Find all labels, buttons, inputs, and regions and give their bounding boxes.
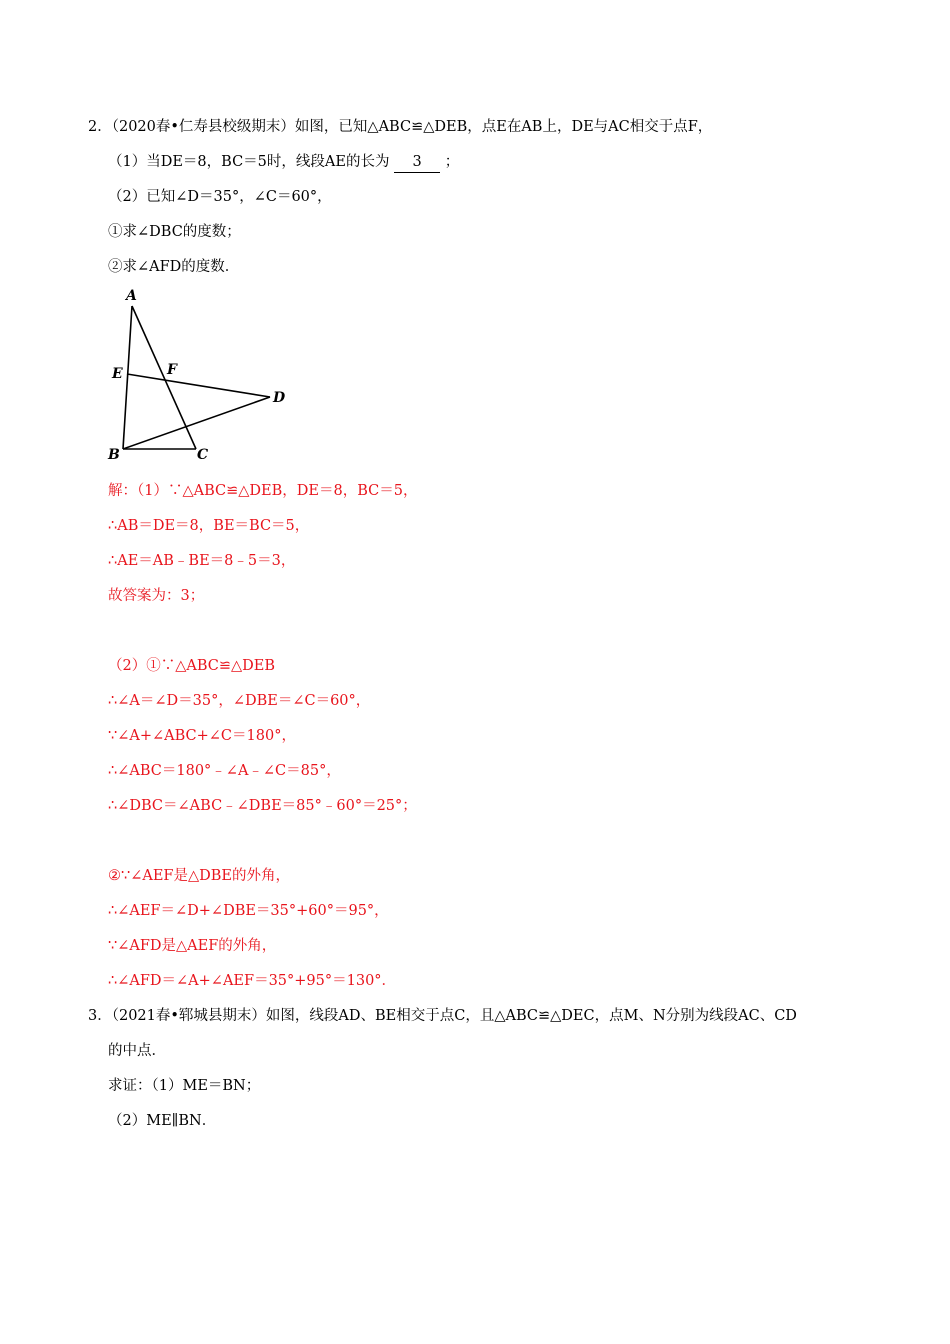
problem2-header: 2．（2020春•仁寿县校级期末）如图，已知△ABC≌△DEB，点E在AB上，DE与AC相交于点F， [88,119,713,135]
part1-suffix: ； [444,154,460,170]
problem2-sub1: ①求∠DBC的度数； [108,224,241,240]
solution-line-2: ∴AB＝DE＝8，BE＝BC＝5， [108,518,310,534]
solution-line-9: ∴∠DBC＝∠ABC﹣∠DBE＝85°﹣60°＝25°； [108,798,417,814]
triangle-figure [100,282,300,467]
problem2-part1 [108,152,459,173]
solution-line-11: ∴∠AEF＝∠D+∠DBE＝35°+60°＝95°， [108,903,389,919]
label-C: C [197,447,209,463]
solution-line-4: 故答案为：3； [108,588,205,604]
segment-BD [123,397,270,449]
solution-line-3: ∴AE＝AB﹣BE＝8﹣5＝3， [108,553,296,569]
segment-ED [127,374,270,397]
part1-prefix: （1）当DE＝8，BC＝5时，线段AE的长为 [108,154,390,170]
problem3-prove: 求证：（1）ME＝BN； [108,1078,261,1094]
problem3-header-cont: 的中点． [108,1043,166,1059]
label-E: E [112,366,123,382]
problem3-header: 3．（2021春•郓城县期末）如图，线段AD、BE相交于点C，且△ABC≌△DEC，点M、N分别为线段AC、CD [88,1008,797,1024]
solution-line-12: ∵∠AFD是△AEF的外角， [108,938,277,954]
label-D: D [273,390,286,406]
label-F: F [167,362,177,378]
solution-line-13: ∴∠AFD＝∠A+∠AEF＝35°+95°＝130°． [108,973,397,989]
part1-answer: 3 [394,152,440,173]
solution-line-8: ∴∠ABC＝180°﹣∠A﹣∠C＝85°， [108,763,341,779]
problem3-part2: （2）ME∥BN． [108,1113,217,1129]
segment-AB [123,306,132,449]
solution-line-1: 解：（1）∵△ABC≌△DEB，DE＝8，BC＝5， [108,483,418,499]
solution-line-6: ∴∠A＝∠D＝35°，∠DBE＝∠C＝60°， [108,693,371,709]
segment-AC [132,306,196,449]
problem2-part2: （2）已知∠D＝35°，∠C＝60°， [108,189,332,205]
solution-line-10: ②∵∠AEF是△DBE的外角， [108,868,291,884]
label-B: B [108,447,120,463]
solution-line-5: （2）①∵△ABC≌△DEB [108,658,276,674]
problem2-sub2: ②求∠AFD的度数． [108,259,240,275]
solution-line-7: ∵∠A+∠ABC+∠C＝180°， [108,728,296,744]
label-A: A [126,288,137,304]
